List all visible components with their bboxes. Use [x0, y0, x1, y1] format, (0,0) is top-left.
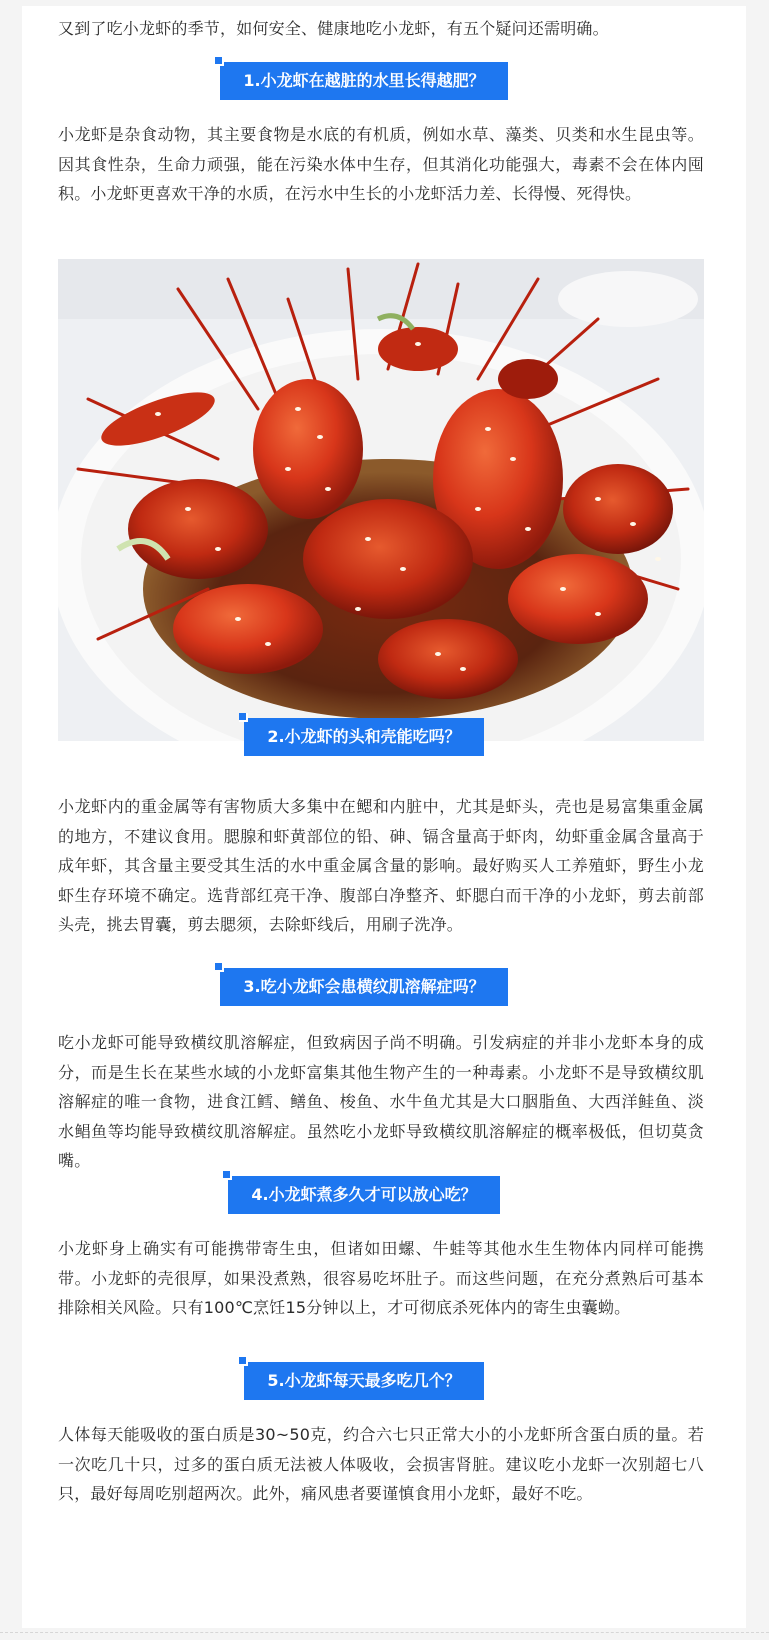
- heading-corner-icon: [215, 963, 224, 972]
- section-body-3: 吃小龙虾可能导致横纹肌溶解症，但致病因子尚不明确。引发病症的并非小龙虾本身的成分，而是生长在某些水域的小龙虾富集其他生物产生的一种毒素。小龙虾不是导致横纹肌溶解症的唯一食物，进食江鳕、鳝鱼、梭鱼、水牛鱼尤其是大口胭脂鱼、大西洋鲑鱼、淡水鲳鱼等均能导致横纹肌溶解症。虽然吃小龙虾导致横纹肌溶解症的概率极低，但切莫贪嘴。: [58, 1033, 704, 1170]
- section-heading-3-label: 3.吃小龙虾会患横纹肌溶解症吗？: [243, 977, 485, 996]
- section-body-5: 人体每天能吸收的蛋白质是30~50克，约合六七只正常大小的小龙虾所含蛋白质的量。若一次吃几十只，过多的蛋白质无法被人体吸收，会损害肾脏。建议吃小龙虾一次别超七八只，最好每周吃别超两次。此外，痛风患者要谨慎食用小龙虾，最好不吃。: [58, 1425, 704, 1503]
- article-card: [22, 6, 746, 1628]
- crayfish-photo: [58, 259, 704, 741]
- section-body-1: 小龙虾是杂食动物，其主要食物是水底的有机质，例如水草、藻类、贝类和水生昆虫等。因其食性杂，生命力顽强，能在污染水体中生存，但其消化功能强大，毒素不会在体内囤积。小龙虾更喜欢干净的水质，在污水中生长的小龙虾活力差、长得慢、死得快。: [58, 125, 704, 203]
- section-heading-4: [228, 1176, 500, 1214]
- heading-corner-icon: [215, 57, 224, 66]
- bottom-divider: [0, 1632, 769, 1633]
- section-heading-3: [220, 968, 508, 1006]
- section-heading-2-label: 2.小龙虾的头和壳能吃吗？: [267, 727, 461, 746]
- heading-corner-icon: [239, 1357, 248, 1366]
- section-heading-4-label: 4.小龙虾煮多久才可以放心吃？: [251, 1185, 477, 1204]
- section-body-2: 小龙虾内的重金属等有害物质大多集中在鳃和内脏中，尤其是虾头，壳也是易富集重金属的地方，不建议食用。腮腺和虾黄部位的铅、砷、镉含量高于虾肉，幼虾重金属含量高于成年虾，其含量主要受其生活的水中重金属含量的影响。最好购买人工养殖虾，野生小龙虾生存环境不确定。选背部红亮干净、腹部白净整齐、虾腮白而干净的小龙虾，剪去前部头壳，挑去胃囊，剪去腮须，去除虾线后，用刷子洗净。: [58, 797, 704, 934]
- heading-corner-icon: [223, 1171, 232, 1180]
- section-heading-1-label: 1.小龙虾在越脏的水里长得越肥？: [243, 71, 485, 90]
- intro-paragraph: 又到了吃小龙虾的季节，如何安全、健康地吃小龙虾，有五个疑问还需明确。: [58, 19, 609, 38]
- section-heading-1: [220, 62, 508, 100]
- section-body-4: 小龙虾身上确实有可能携带寄生虫，但诸如田螺、牛蛙等其他水生生物体内同样可能携带。小龙虾的壳很厚，如果没煮熟，很容易吃坏肚子。而这些问题，在充分煮熟后可基本排除相关风险。只有100℃烹饪15分钟以上，才可彻底杀死体内的寄生虫囊蚴。: [58, 1239, 704, 1317]
- section-heading-5: [244, 1362, 484, 1400]
- section-heading-5-label: 5.小龙虾每天最多吃几个？: [267, 1371, 461, 1390]
- section-heading-2: [244, 718, 484, 756]
- heading-corner-icon: [239, 713, 248, 722]
- crayfish-dish-illustration: [58, 259, 704, 741]
